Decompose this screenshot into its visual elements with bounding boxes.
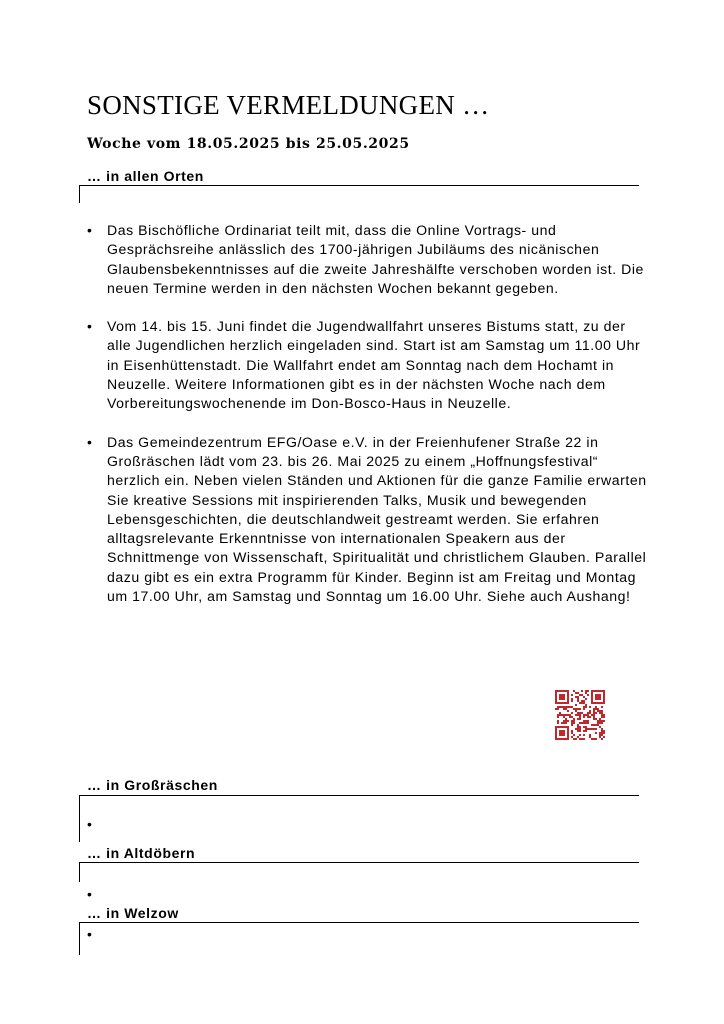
list-item — [87, 317, 647, 413]
section-rule-grossraeschen — [79, 795, 639, 796]
bullet-list-all — [87, 221, 647, 606]
page-title: SONSTIGE VERMELDUNGEN … — [87, 90, 490, 120]
bullet-icon: • — [87, 816, 92, 832]
section-heading-welzow: … in Welzow — [87, 905, 179, 921]
list-item-text: Vom 14. bis 15. Juni findet die Jugendwallfahrt unseres Bistums statt, zu der alle Jugendlichen herzlich eingeladen sind. Start ist am Samstag um 11.00 Uhr in Eisenhüttenstadt. Die Wallfahrt endet am Sonntag nach dem Hochamt in Neuzelle. Weitere Informationen gibt es in der nächsten Woche nach dem Vorbereitungswochenende im Don-Bosco-Haus in Neuzelle. — [107, 318, 641, 412]
bullet-icon: • — [87, 433, 93, 450]
bullet-icon: • — [87, 886, 92, 902]
qr-code-icon — [555, 690, 605, 740]
section-heading-all: … in allen Orten — [87, 168, 204, 184]
list-item-text: Das Bischöfliche Ordinariat teilt mit, dass die Online Vortrags- und Gesprächsreihe anlässlich des 1700-jährigen Jubiläums des nicänischen Glaubensbekenntnisses auf die zweite Jahreshälfte verschoben worden ist. Die neuen Termine werden in den nächsten Wochen bekannt gegeben. — [107, 222, 644, 296]
section-tick-grossraeschen — [79, 795, 80, 842]
week-range: Woche vom 18.05.2025 bis 25.05.2025 — [87, 136, 410, 152]
section-heading-altdoebern: … in Altdöbern — [87, 845, 196, 861]
list-item — [87, 221, 647, 298]
list-item — [87, 433, 647, 607]
bullet-icon: • — [87, 926, 92, 942]
section-heading-grossraeschen: … in Großräschen — [87, 777, 218, 793]
list-item-text: Das Gemeindezentrum EFG/Oase e.V. in der Freienhufener Straße 22 in Großräschen lädt vom 23. bis 26. Mai 2025 zu einem „Hoffnungsfestival“ herzlich ein. Neben vielen Ständen und Aktionen für die ganze Familie erwarten Sie kreative Sessions mit inspirierenden Talks, Musik und bewegenden Lebensgeschichten, die deutschlandweit gestreamt werden. Sie erfahren alltagsrelevante Erkenntnisse von internationalen Speakern aus der Schnittmenge von Wissenschaft, Spiritualität und christlichem Glauben. Parallel dazu gibt es ein extra Programm für Kinder. Beginn ist am Freitag und Montag um 17.00 Uhr, am Samstag und Sonntag um 16.00 Uhr. Siehe auch Aushang! — [107, 433, 647, 605]
section-tick-altdoebern — [79, 862, 80, 882]
section-rule-all — [79, 185, 639, 186]
bullet-icon: • — [87, 222, 93, 238]
section-tick-all — [79, 185, 80, 203]
section-tick-welzow — [79, 922, 80, 955]
section-rule-welzow — [79, 922, 639, 923]
section-rule-altdoebern — [79, 862, 639, 863]
bullet-icon: • — [87, 318, 93, 335]
